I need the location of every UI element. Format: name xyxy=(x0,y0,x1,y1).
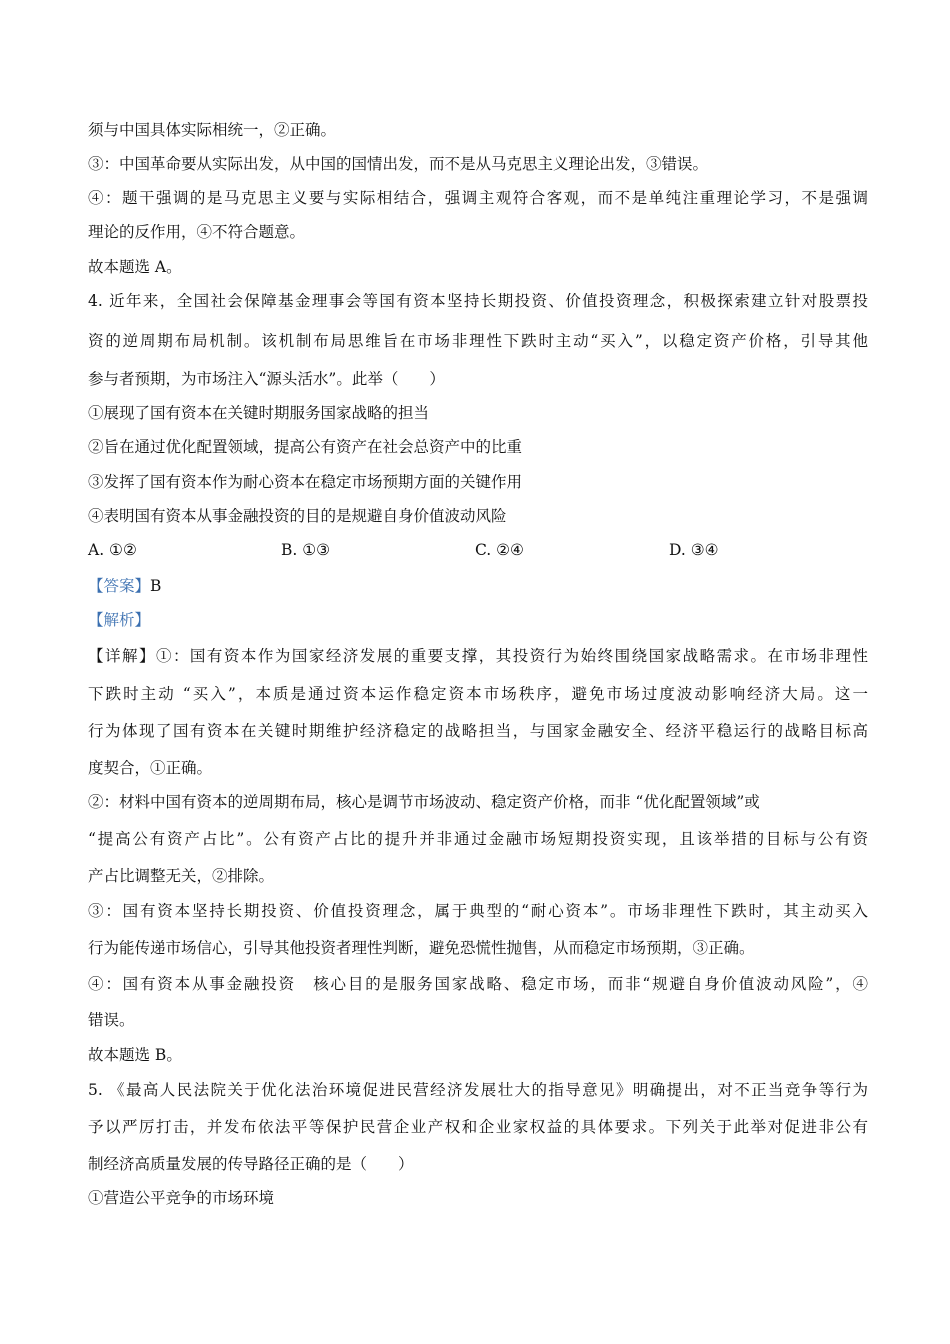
detail-text: ①：国有资本作为国家经济发展的重要支撑，其投资行为始终围绕国家战略需求。在市场非理性 xyxy=(155,647,868,665)
q5-statement-1: ①营造公平竞争的市场环境 xyxy=(88,1189,275,1207)
q3-text-line: ③：中国革命要从实际出发，从中国的国情出发，而不是从马克思主义理论出发，③错误。 xyxy=(88,155,709,173)
q4-detail-line: ④：国有资本从事金融投资 核心目的是服务国家战略、稳定市场，而非“规避自身价值波动风险”，④ xyxy=(88,975,868,993)
q3-conclusion: 故本题选 A。 xyxy=(88,258,182,276)
q4-detail-line: 产占比调整无关，②排除。 xyxy=(88,867,275,885)
q4-conclusion: 故本题选 B。 xyxy=(88,1046,182,1064)
q4-detail-line xyxy=(88,643,868,669)
q4-option-c: C. ②④ xyxy=(475,541,524,559)
q5-stem-line: 予以严厉打击，并发布依法平等保护民营企业产权和企业家权益的具体要求。下列关于此举对促进非公有 xyxy=(88,1118,868,1136)
q4-detail-line: 行为体现了国有资本在关键时期维护经济稳定的战略担当，与国家金融安全、经济平稳运行的战略目标高 xyxy=(88,722,868,740)
q4-detail-line: 行为能传递市场信心，引导其他投资者理性判断，避免恐慌性抛售，从而稳定市场预期，③正确。 xyxy=(88,939,755,957)
q4-option-a: A. ①② xyxy=(88,541,137,559)
q3-text-line: 须与中国具体实际相统一，②正确。 xyxy=(88,121,337,139)
q4-detail-line: “提高公有资产占比”。公有资产占比的提升并非通过金融市场短期投资实现，且该举措的目标与公有资 xyxy=(88,830,868,848)
answer-tag: 【答案】 xyxy=(88,577,151,595)
q4-option-d: D. ③④ xyxy=(669,541,719,559)
q4-stem-line: 4. 近年来，全国社会保障基金理事会等国有资本坚持长期投资、价值投资理念，积极探索建立针对股票投 xyxy=(88,292,868,310)
q4-detail-line: ③：国有资本坚持长期投资、价值投资理念，属于典型的“耐心资本”。市场非理性下跌时，其主动买入 xyxy=(88,902,868,920)
q4-detail-line: 度契合，①正确。 xyxy=(88,759,213,777)
q4-detail-line: 下跌时主动 “买入”，本质是通过资本运作稳定资本市场秩序，避免市场过度波动影响经济大局。这一 xyxy=(88,685,868,703)
q4-option-b: B. ①③ xyxy=(281,541,331,559)
q3-text-line: ④：题干强调的是马克思主义要与实际相结合，强调主观符合客观，而不是单纯注重理论学习，不是强调 xyxy=(88,189,868,207)
q4-stem-line: 参与者预期，为市场注入“源头活水”。此举（ ） xyxy=(88,370,445,388)
q4-statement-4: ④表明国有资本从事金融投资的目的是规避自身价值波动风险 xyxy=(88,507,507,525)
q3-text-line: 理论的反作用，④不符合题意。 xyxy=(88,223,306,241)
q4-statement-2: ②旨在通过优化配置领域，提高公有资产在社会总资产中的比重 xyxy=(88,438,523,456)
q4-detail-line: ②：材料中国有资本的逆周期布局，核心是调节市场波动、稳定资产价格，而非 “优化配置领域”或 xyxy=(88,793,760,811)
q4-statement-1: ①展现了国有资本在关键时期服务国家战略的担当 xyxy=(88,404,430,422)
q4-statement-3: ③发挥了国有资本作为耐心资本在稳定市场预期方面的关键作用 xyxy=(88,473,523,491)
q4-analysis-tag-line xyxy=(88,607,868,633)
q4-detail-line: 错误。 xyxy=(88,1011,135,1029)
analysis-tag: 【解析】 xyxy=(88,611,151,629)
answer-value: B xyxy=(150,577,162,595)
q4-answer-line xyxy=(88,573,868,599)
q4-stem-line: 资的逆周期布局机制。该机制布局思维旨在市场非理性下跌时主动“买入”，以稳定资产价格，引导其他 xyxy=(88,332,868,350)
detail-tag: 【详解】 xyxy=(88,647,156,665)
q5-stem-line: 5. 《最高人民法院关于优化法治环境促进民营经济发展壮大的指导意见》明确提出，对不正当竞争等行为 xyxy=(88,1081,868,1099)
q5-stem-line: 制经济高质量发展的传导路径正确的是（ ） xyxy=(88,1155,414,1173)
